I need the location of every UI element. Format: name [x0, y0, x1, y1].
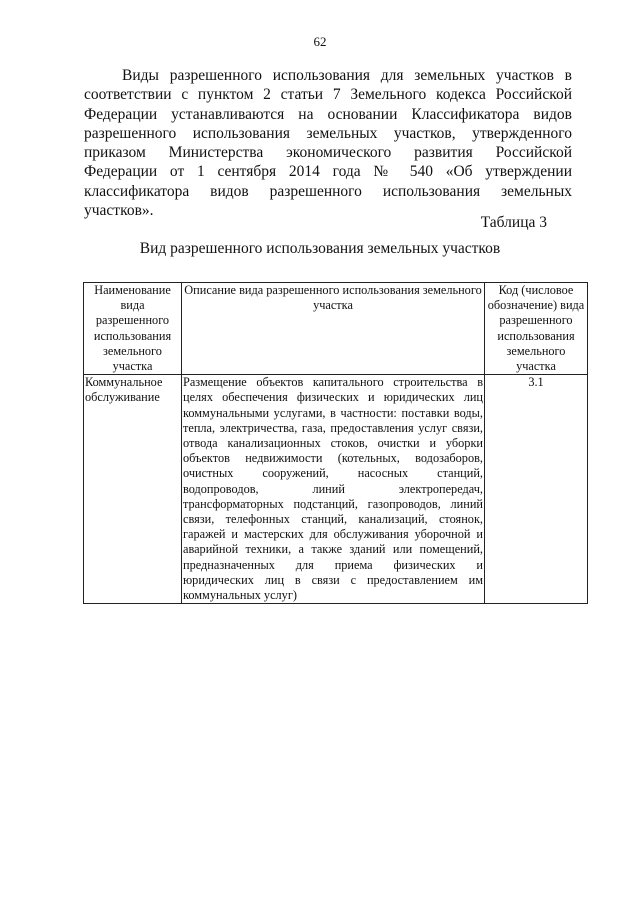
cell-use-name: Коммунальное обслуживание [84, 375, 182, 604]
header-description-column: Описание вида разрешенного использования земельного участка [182, 283, 485, 375]
land-use-table [83, 282, 588, 604]
table-label: Таблица 3 [480, 214, 547, 231]
page-number: 62 [313, 34, 327, 49]
header-name-column: Наименование вида разрешенного использования земельного участка [84, 283, 182, 375]
intro-paragraph: Виды разрешенного использования для земельных участков в соответствии с пунктом 2 статьи 7 Земельного кодекса Российской Федерации устанавливаются на основании Классификатора видов разрешенного использования земельных участков, утвержденного приказом Министерства экономического развития Российской Федерации от 1 сентября 2014 года № 540 «Об утверждении классификатора видов разрешенного использования земельных участков». [84, 67, 572, 220]
header-code-column: Код (числовое обозначение) вида разрешенного использования земельного участка [485, 283, 588, 375]
table-row [84, 375, 588, 604]
table-header-row [84, 283, 588, 375]
cell-use-description: Размещение объектов капитального строительства в целях обеспечения физических и юридических лиц коммунальными услугами, в частности: поставки воды, тепла, электричества, газа, предоставления услуг связи, отвода канализационных стоков, очистки и уборки объектов недвижимости (котельных, водозаборов, очистных сооружений, насосных станций, водопроводов, линий электропередач, трансформаторных подстанций, газопроводов, линий связи, телефонных станций, канализаций, стоянок, гаражей и мастерских для обслуживания уборочной и аварийной техники, а также зданий или помещений, предназначенных для приема физических и юридических лиц в связи с предоставлением им коммунальных услуг) [183, 375, 483, 603]
table-title: Вид разрешенного использования земельных участков [139, 240, 501, 257]
cell-use-code: 3.1 [485, 375, 588, 604]
